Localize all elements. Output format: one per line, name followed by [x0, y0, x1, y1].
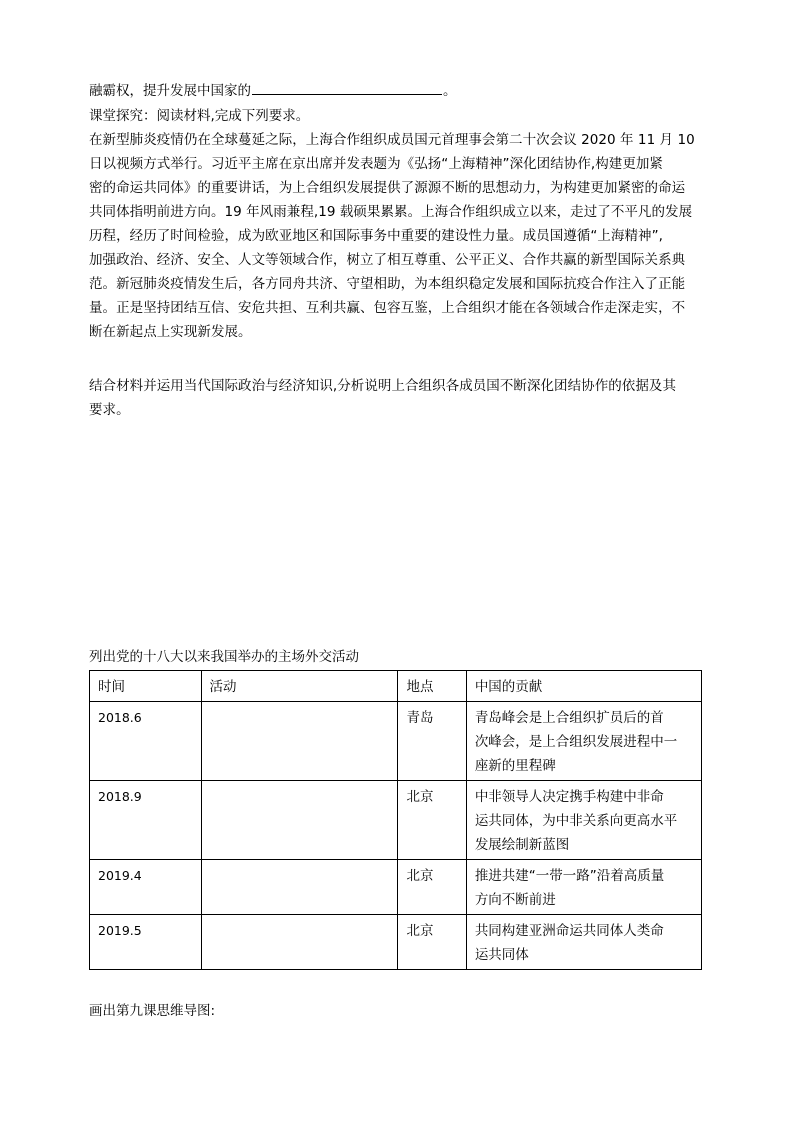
table-row — [90, 781, 702, 860]
cell-activity[interactable] — [201, 915, 398, 970]
cell-contribution — [466, 915, 701, 970]
contribution-line: 方向不断前进 — [474, 892, 556, 908]
diplomacy-table — [89, 670, 702, 970]
contribution-line: 运共同体，为中非关系向更高水平 — [474, 813, 678, 829]
cell-time: 2018.6 — [90, 702, 202, 781]
table-title: 列出党的十八大以来我国举办的主场外交活动 — [89, 649, 359, 665]
fill-in-blank[interactable] — [252, 82, 442, 95]
cell-activity[interactable] — [201, 702, 398, 781]
header-time: 时间 — [90, 671, 202, 702]
header-contribution: 中国的贡献 — [466, 671, 701, 702]
header-activity: 活动 — [201, 671, 398, 702]
question-line: 要求。 — [89, 402, 130, 418]
material-line: 在新型肺炎疫情仍在全球蔓延之际，上海合作组织成员国元首理事会第二十次会议 2020 年 11 月 10 — [89, 132, 695, 148]
material-line: 共同体指明前进方向。19 年风雨兼程,19 载硕果累累。上海合作组织成立以来，走过了不平凡的发展 — [89, 204, 693, 220]
material-line: 密的命运共同体》的重要讲话，为上合组织发展提供了源源不断的思想动力，为构建更加紧密的命运 — [89, 180, 686, 196]
table-row — [90, 860, 702, 915]
header-place: 地点 — [398, 671, 466, 702]
material-line: 日以视频方式举行。习近平主席在京出席并发表题为《弘扬“上海精神”深化团结协作,构建更加紧 — [89, 156, 663, 172]
contribution-line: 中非领导人决定携手构建中非命 — [474, 789, 664, 805]
material-line: 量。正是坚持团结互信、安危共担、互利共赢、包容互鉴，上合组织才能在各领域合作走深走实，不 — [89, 300, 686, 316]
cell-place: 北京 — [398, 915, 466, 970]
cell-time: 2019.5 — [90, 915, 202, 970]
contribution-line: 运共同体 — [474, 947, 529, 963]
contribution-line: 发展绘制新蓝图 — [474, 837, 570, 853]
material-paragraph — [89, 128, 705, 344]
cell-contribution — [466, 702, 701, 781]
material-line: 断在新起点上实现新发展。 — [89, 324, 252, 340]
cell-place: 北京 — [398, 860, 466, 915]
question-line: 结合材料并运用当代国际政治与经济知识,分析说明上合组织各成员国不断深化团结协作的依据及其 — [89, 378, 676, 394]
mindmap-prompt: 画出第九课思维导图: — [89, 1003, 216, 1019]
cell-contribution — [466, 860, 701, 915]
table-row — [90, 915, 702, 970]
contribution-line: 青岛峰会是上合组织扩员后的首 — [474, 710, 664, 726]
class-explore-heading: 课堂探究：阅读材料,完成下列要求。 — [89, 108, 310, 124]
cell-activity[interactable] — [201, 781, 398, 860]
contribution-line: 共同构建亚洲命运共同体人类命 — [474, 923, 664, 939]
cell-place: 北京 — [398, 781, 466, 860]
table-header-row — [90, 671, 702, 702]
cell-place: 青岛 — [398, 702, 466, 781]
contribution-line: 次峰会，是上合组织发展进程中一 — [474, 734, 678, 750]
material-line: 历程，经历了时间检验，成为欧亚地区和国际事务中重要的建设性力量。成员国遵循“上海精神”, — [89, 228, 663, 244]
cell-contribution — [466, 781, 701, 860]
cell-time: 2019.4 — [90, 860, 202, 915]
top-line — [89, 82, 457, 99]
material-line: 加强政治、经济、安全、人文等领域合作，树立了相互尊重、公平正义、合作共赢的新型国际关系典 — [89, 252, 686, 268]
contribution-line: 推进共建“一带一路”沿着高质量 — [474, 868, 665, 884]
cell-activity[interactable] — [201, 860, 398, 915]
cell-time: 2018.9 — [90, 781, 202, 860]
top-line-end: 。 — [443, 83, 457, 99]
material-line: 范。新冠肺炎疫情发生后，各方同舟共济、守望相助，为本组织稳定发展和国际抗疫合作注入了正能 — [89, 276, 686, 292]
question-paragraph — [89, 374, 705, 422]
table-row — [90, 702, 702, 781]
top-line-text: 融霸权，提升发展中国家的 — [89, 83, 251, 99]
contribution-line: 座新的里程碑 — [474, 758, 556, 774]
